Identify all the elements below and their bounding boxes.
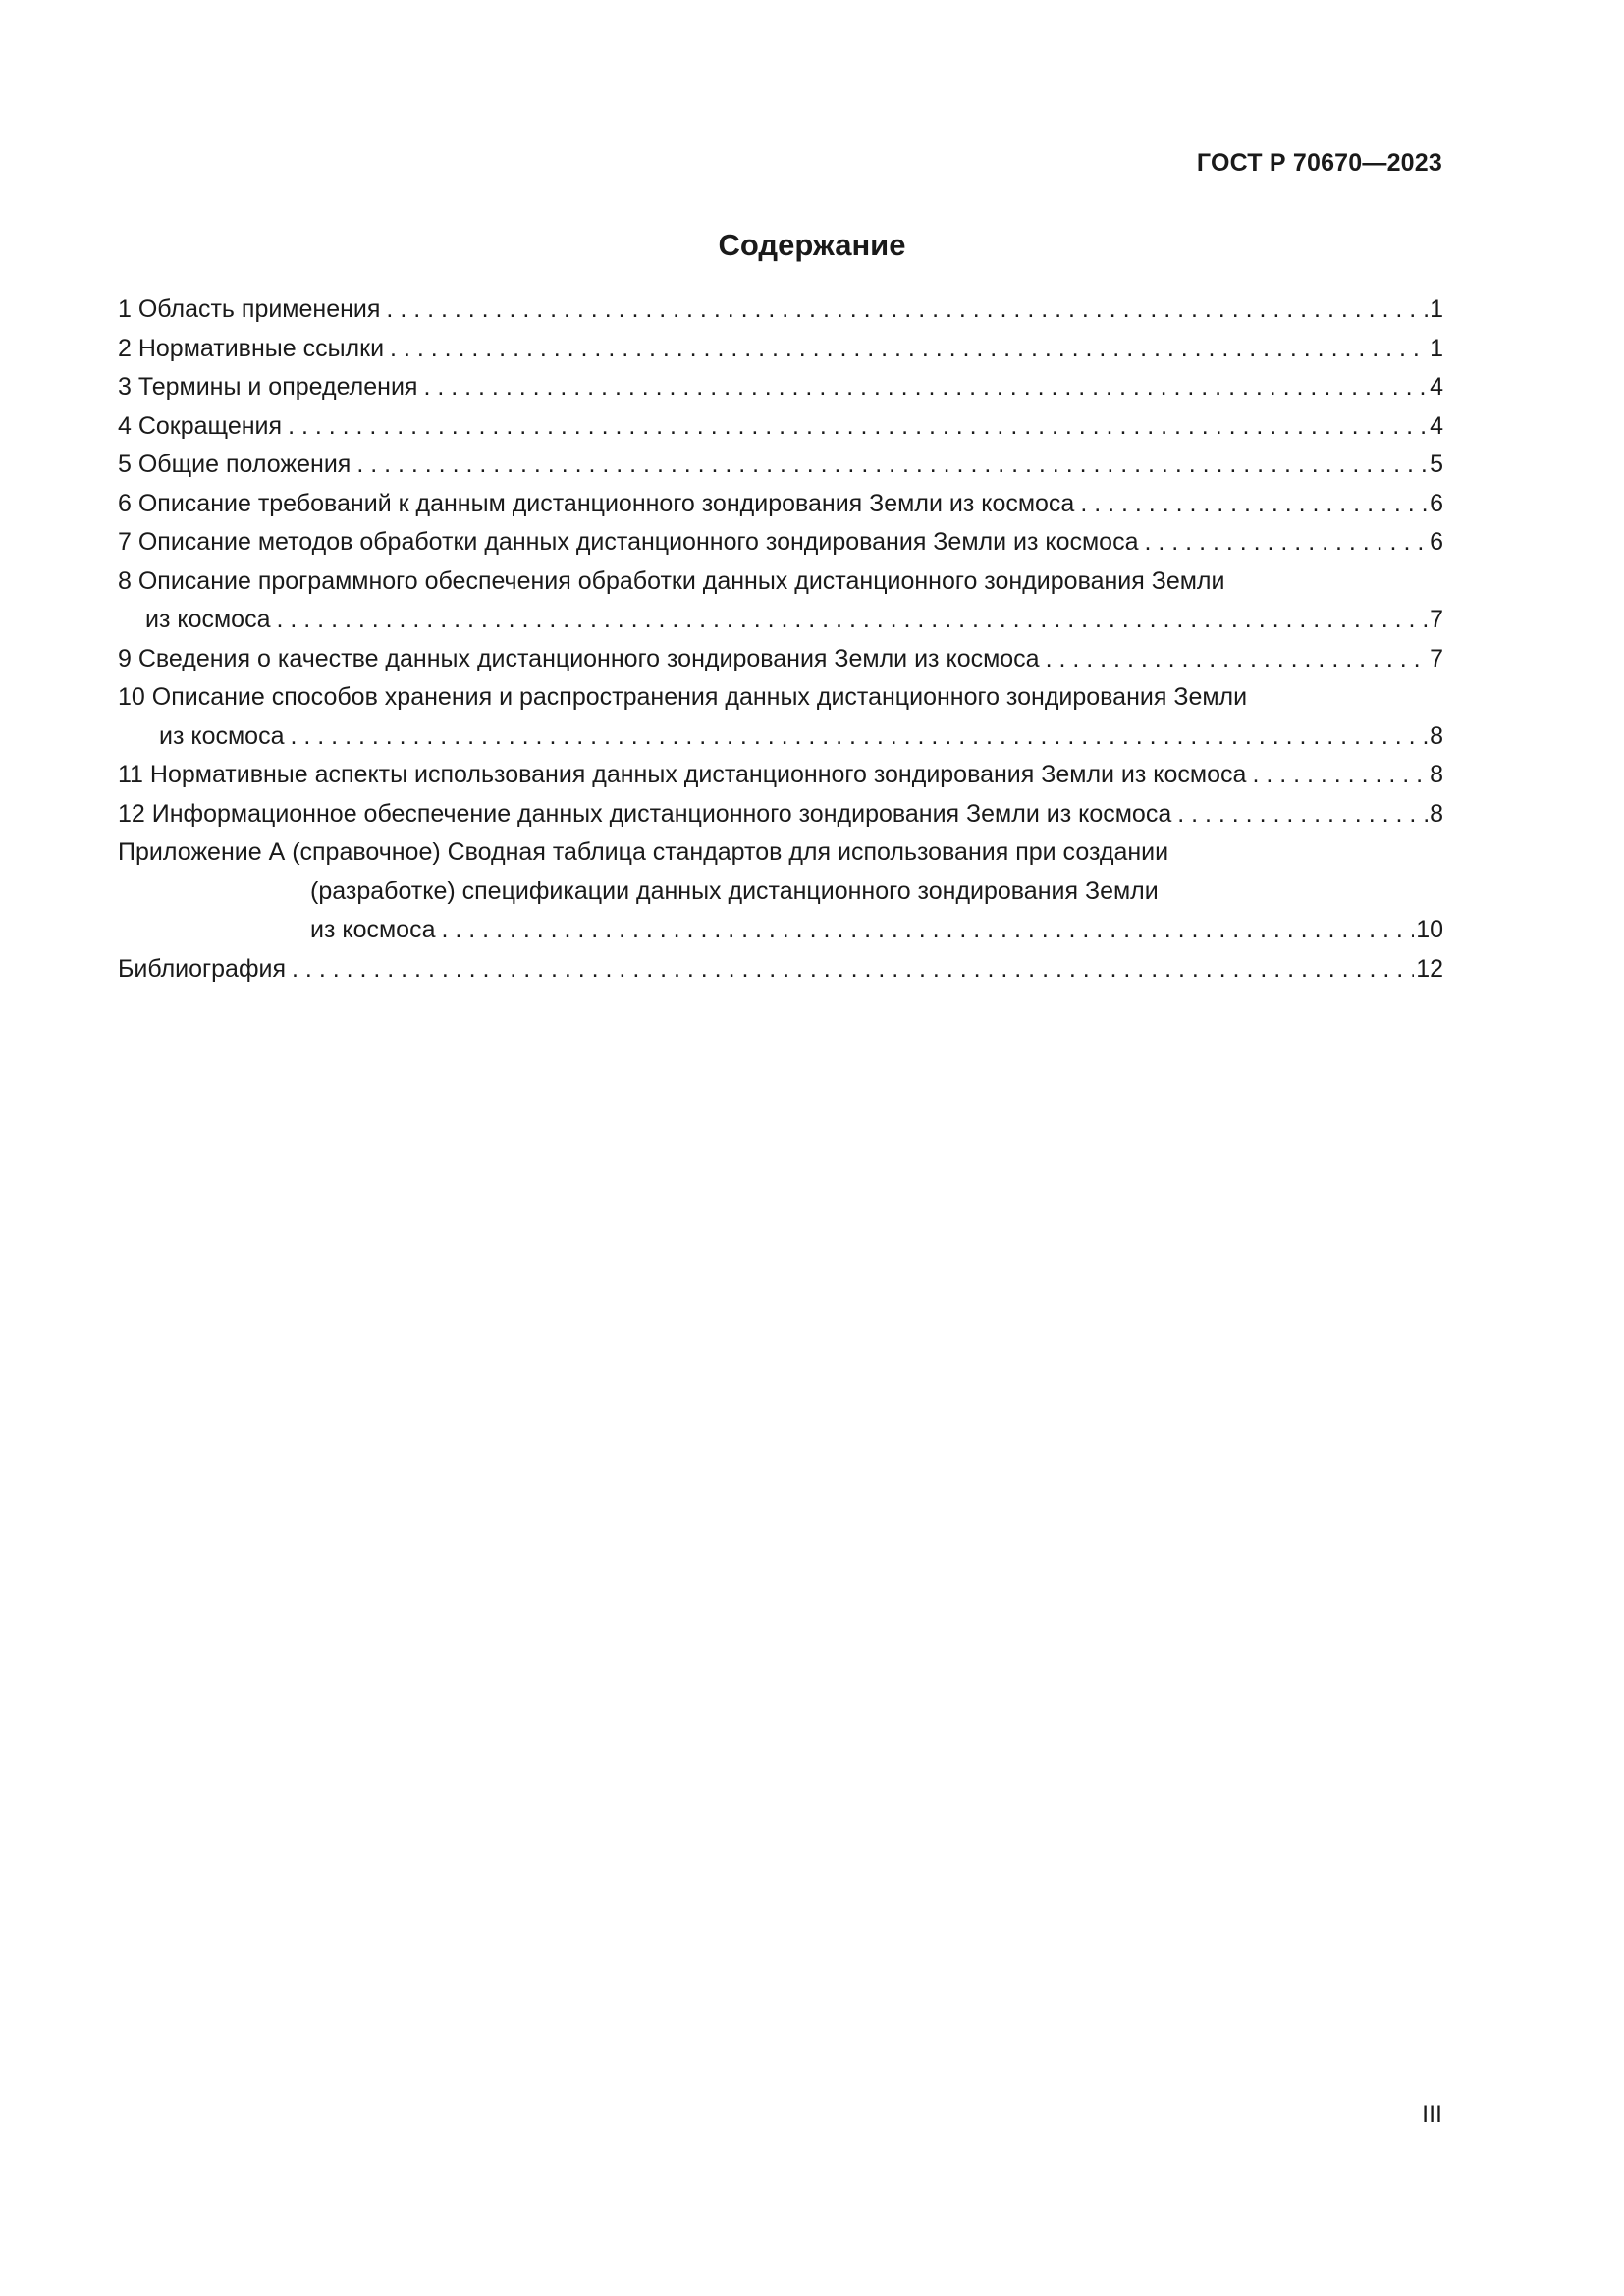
toc-entry[interactable] (118, 718, 1443, 757)
toc-entry-first-line[interactable] (118, 562, 1443, 602)
toc-entry-title: 3 Термины и определения (118, 373, 418, 400)
leader-dots (1080, 485, 1428, 524)
toc-entry-title: 6 Описание требований к данным дистанционного зондирования Земли из космоса (118, 489, 1075, 517)
leader-dots (1177, 795, 1428, 834)
toc-entry-title: 5 Общие положения (118, 451, 352, 478)
toc-entry-title: 4 Сокращения (118, 411, 283, 440)
leader-dots (423, 368, 1428, 407)
table-of-contents (118, 291, 1443, 988)
leader-dots (386, 291, 1428, 330)
toc-entry-page: 8 (1430, 721, 1443, 750)
toc-entry[interactable] (118, 911, 1443, 950)
toc-entry-middle-line[interactable] (118, 873, 1443, 912)
toc-entry-title: 10 Описание способов хранения и распространения данных дистанционного зондирования Земли (118, 683, 1248, 711)
toc-title: Содержание (718, 228, 906, 262)
toc-entry[interactable] (118, 446, 1443, 485)
leader-dots (291, 718, 1429, 757)
toc-entry[interactable] (118, 795, 1443, 834)
toc-entry[interactable] (118, 330, 1443, 369)
toc-entry-page: 7 (1430, 606, 1443, 633)
toc-entry-title: 2 Нормативные ссылки (118, 334, 385, 362)
toc-entry-title: 1 Область применения (118, 295, 381, 323)
toc-entry-page: 6 (1430, 528, 1443, 556)
toc-entry[interactable] (118, 368, 1443, 407)
toc-entry-title: 12 Информационное обеспечение данных дистанционного зондирования Земли из космоса (118, 799, 1172, 828)
toc-entry-title: 9 Сведения о качестве данных дистанционного зондирования Земли из космоса (118, 644, 1040, 672)
toc-entry-page: 12 (1416, 954, 1443, 983)
leader-dots (277, 601, 1429, 640)
toc-entry-title-continued: из космоса (310, 916, 436, 943)
toc-entry-title: 11 Нормативные аспекты использования данных дистанционного зондирования Земли из космоса (118, 761, 1247, 788)
toc-entry[interactable] (118, 950, 1443, 989)
toc-entry-first-line[interactable] (118, 678, 1443, 718)
leader-dots (292, 950, 1414, 989)
leader-dots (288, 407, 1428, 447)
document-code: ГОСТ Р 70670—2023 (1196, 149, 1442, 177)
toc-entry-page: 1 (1430, 295, 1443, 323)
toc-entry[interactable] (118, 523, 1443, 562)
toc-entry[interactable] (118, 485, 1443, 524)
toc-entry-page: 8 (1430, 761, 1443, 788)
toc-entry-page: 4 (1430, 373, 1443, 400)
toc-entry-title-continued: из космоса (159, 721, 285, 750)
toc-entry-page: 4 (1430, 411, 1443, 440)
toc-entry-title: Библиография (118, 954, 287, 983)
page-number: III (1422, 2101, 1442, 2128)
toc-entry[interactable] (118, 291, 1443, 330)
toc-entry-page: 8 (1430, 799, 1443, 828)
toc-entry-page: 6 (1430, 489, 1443, 517)
toc-entry-title: Приложение А (справочное) Сводная таблица стандартов для использования при создании (118, 838, 1169, 866)
leader-dots (442, 911, 1415, 950)
leader-dots (1046, 640, 1429, 679)
toc-entry[interactable] (118, 407, 1443, 447)
toc-entry[interactable] (118, 756, 1443, 795)
toc-entry-title-continued: (разработке) спецификации данных дистанционного зондирования Земли (310, 877, 1159, 905)
leader-dots (390, 330, 1428, 369)
toc-entry-title-continued: из космоса (145, 606, 271, 633)
leader-dots (1145, 523, 1429, 562)
toc-entry-title: 8 Описание программного обеспечения обработки данных дистанционного зондирования Земли (118, 566, 1225, 595)
toc-entry-first-line[interactable] (118, 833, 1443, 873)
toc-entry-title: 7 Описание методов обработки данных дистанционного зондирования Земли из космоса (118, 528, 1139, 556)
toc-entry-page: 1 (1430, 334, 1443, 362)
toc-entry-page: 10 (1416, 916, 1443, 943)
toc-entry-page: 7 (1430, 644, 1443, 672)
toc-entry[interactable] (118, 640, 1443, 679)
toc-entry[interactable] (118, 601, 1443, 640)
leader-dots (1252, 756, 1428, 795)
leader-dots (356, 446, 1428, 485)
toc-entry-page: 5 (1430, 451, 1443, 478)
